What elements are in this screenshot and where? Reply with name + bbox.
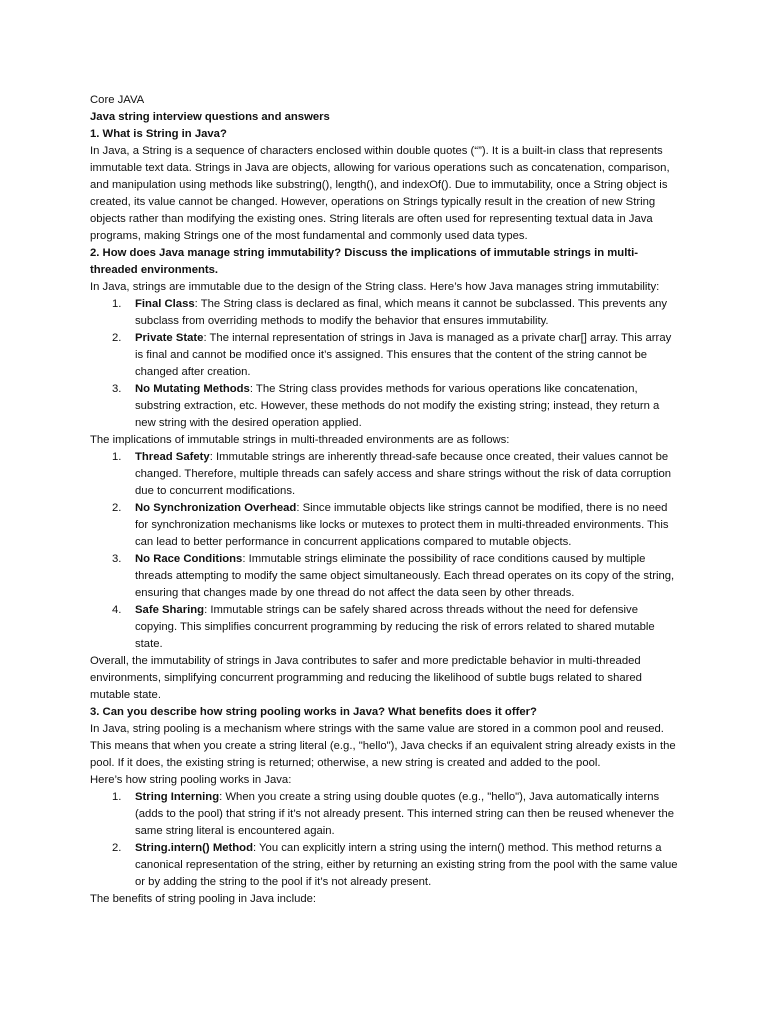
list-item-term: Private State (135, 332, 204, 344)
list-item-number: 1. (112, 298, 122, 310)
question-1-answer: In Java, a String is a sequence of characters enclosed within double quotes (“”). It is a built-in class that represents immutable text data. Strings in Java are objects, allowing for various operations such as concatenation, comparison, and manipulation using methods like substring(), length(), and indexOf(). Due to immutability, once a String object is created, its value cannot be changed. However, operations on Strings typically result in the creation of new String objects rather than modifying the existing ones. String literals are often used for representing textual data in Java programs, making Strings one of the most fundamental and commonly used data types. (90, 145, 670, 242)
question-1-heading: 1. What is String in Java? (90, 128, 227, 140)
benefits-intro: The benefits of string pooling in Java include: (90, 893, 317, 905)
list-item-text: : The String class is declared as final, which means it cannot be subclassed. This prevents any subclass from overriding methods to modify the behavior that ensures immutability. (135, 298, 668, 327)
list-item (90, 602, 680, 653)
list-item-text: : Immutable strings can be safely shared across threads without the need for defensive copying. This simplifies concurrent programming by reducing the risk of errors related to shared mutable state. (135, 604, 655, 650)
list-item-text: : The String class provides methods for various operations like concatenation, substring extraction, etc. However, these methods do not modify the existing string; instead, they return a new string with the desired operation applied. (135, 383, 660, 429)
list-item-term: Safe Sharing (135, 604, 205, 616)
list-item (90, 840, 680, 891)
list-item-term: Thread Safety (135, 451, 210, 463)
list-item-number: 3. (112, 383, 122, 395)
list-item-text: : When you create a string using double quotes (e.g., "hello"), Java automatically interns (adds to the pool) that string if it’s not already present. This interned string can then be reused whenever the same string literal is encountered again. (135, 791, 675, 837)
implications-list (90, 449, 680, 653)
list-item-number: 1. (112, 451, 122, 463)
list-item-number: 3. (112, 553, 122, 565)
list-item (90, 789, 680, 840)
document-title: Java string interview questions and answers (90, 111, 330, 123)
list-item (90, 500, 680, 551)
list-item-term: No Synchronization Overhead (135, 502, 297, 514)
list-item-text: : Immutable strings are inherently thread-safe because once created, their values cannot be changed. Therefore, multiple threads can safely access and share strings without the risk of data corruption due to concurrent modifications. (135, 451, 672, 497)
list-item-term: String.intern() Method (135, 842, 253, 854)
question-2-intro: In Java, strings are immutable due to the design of the String class. Here’s how Java manages string immutability: (90, 281, 660, 293)
list-item-text: : The internal representation of strings in Java is managed as a private char[] array. This array is final and cannot be modified once it’s assigned. This ensures that the content of the string cannot be changed after creation. (135, 332, 672, 378)
question-3-heading: 3. Can you describe how string pooling works in Java? What benefits does it offer? (90, 706, 537, 718)
list-item (90, 296, 680, 330)
list-item-text: : Since immutable objects like strings cannot be modified, there is no need for synchronization mechanisms like locks or mutexes to protect them in multi-threaded environments. This can lead to better performance in concurrent applications compared to mutable objects. (135, 502, 669, 548)
immutability-mechanisms-list (90, 296, 680, 432)
list-item-term: No Mutating Methods (135, 383, 250, 395)
list-item-text: : You can explicitly intern a string using the intern() method. This method returns a canonical representation of the string, either by returning an existing string from the pool with the same value or by adding the string to the pool if it’s not already present. (135, 842, 678, 888)
document-page (90, 92, 680, 908)
list-item-term: String Interning (135, 791, 220, 803)
list-item-number: 1. (112, 791, 122, 803)
implications-intro: The implications of immutable strings in multi-threaded environments are as follows: (90, 434, 510, 446)
question-2-conclusion: Overall, the immutability of strings in Java contributes to safer and more predictable behavior in multi-threaded environments, simplifying concurrent programming and reducing the likelihood of subtle bugs related to shared mutable state. (90, 655, 642, 701)
list-item-number: 2. (112, 332, 122, 344)
string-pooling-intro: Here’s how string pooling works in Java: (90, 774, 292, 786)
list-item (90, 330, 680, 381)
course-label: Core JAVA (90, 94, 145, 106)
list-item-number: 2. (112, 842, 122, 854)
list-item-term: No Race Conditions (135, 553, 243, 565)
list-item-number: 4. (112, 604, 122, 616)
list-item-term: Final Class (135, 298, 195, 310)
string-pooling-list (90, 789, 680, 891)
list-item-text: : Immutable strings eliminate the possibility of race conditions caused by multiple threads attempting to modify the same object simultaneously. Each thread operates on its copy of the string, ensuring that changes made by one thread do not affect the data seen by other threads. (135, 553, 675, 599)
list-item (90, 381, 680, 432)
list-item (90, 449, 680, 500)
list-item-number: 2. (112, 502, 122, 514)
question-3-answer: In Java, string pooling is a mechanism where strings with the same value are stored in a common pool and reused. This means that when you create a string literal (e.g., "hello"), Java checks if an equivalent string already exists in the pool. If it does, the existing string is returned; otherwise, a new string is created and added to the pool. (90, 723, 676, 769)
list-item (90, 551, 680, 602)
question-2-heading: 2. How does Java manage string immutability? Discuss the implications of immutable strings in multi-threaded environments. (90, 247, 639, 276)
